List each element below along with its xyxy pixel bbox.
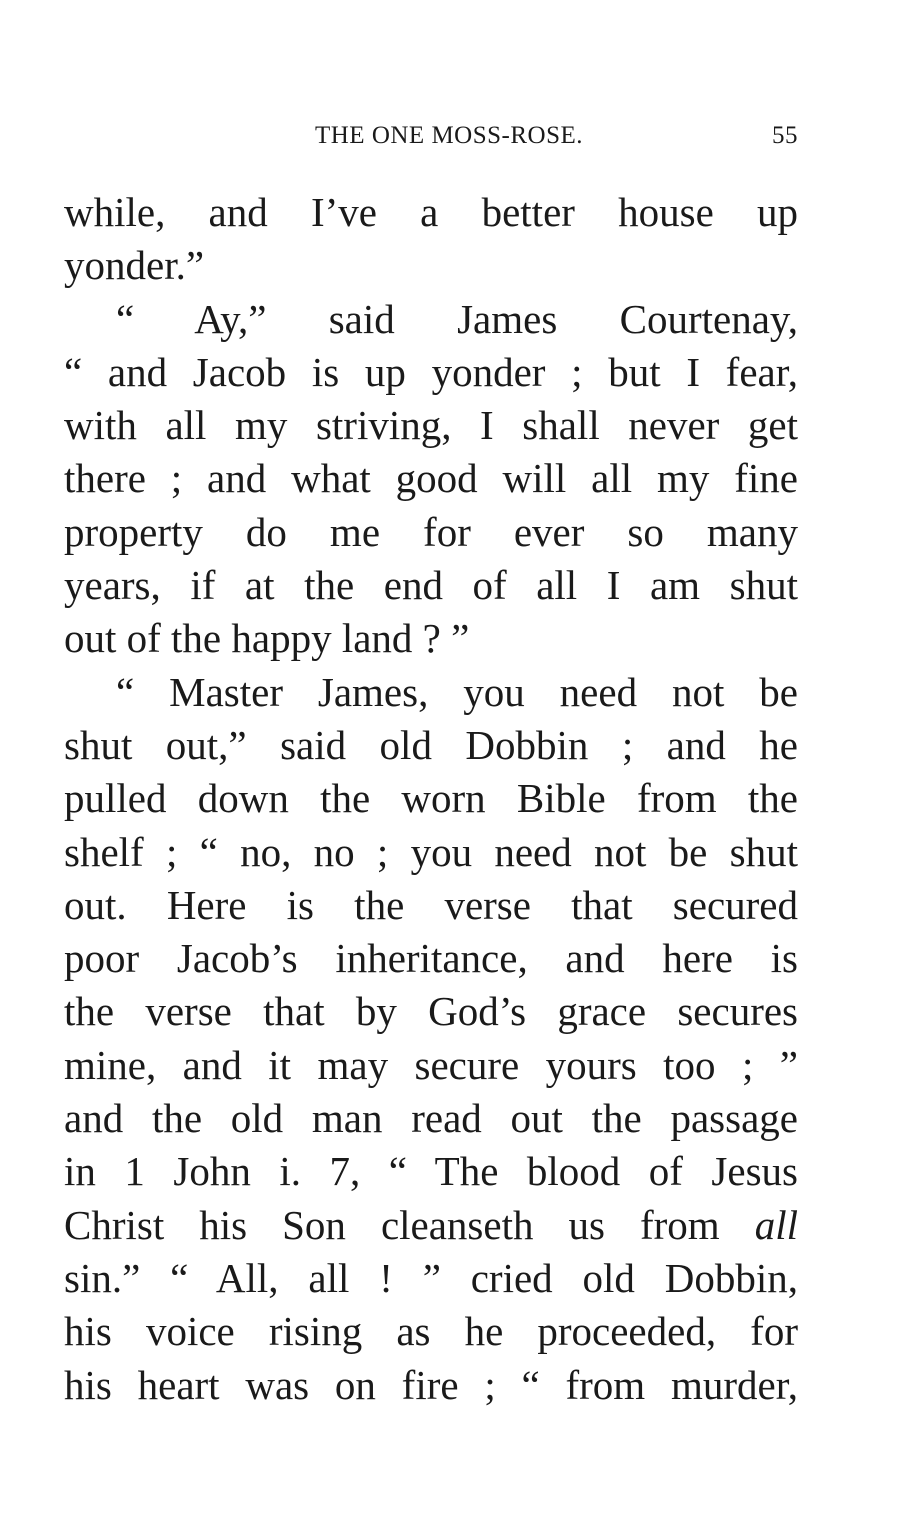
text-line — [64, 1092, 798, 1145]
text-line-content: years, if at the end of all I am shut — [64, 562, 798, 609]
text-line-content: sin.” “ All, all ! ” cried old Dobbin, — [64, 1254, 798, 1301]
text-line — [64, 1039, 798, 1092]
text-line — [64, 719, 798, 772]
italic-emphasis: all — [754, 1201, 798, 1248]
body-text — [64, 186, 798, 1412]
text-line-content: his heart was on fire ; “ from murder, — [64, 1361, 798, 1408]
text-line — [64, 239, 798, 292]
text-line-content: out. Here is the verse that secured — [64, 881, 798, 928]
text-line — [64, 452, 798, 505]
text-line-content: shut out,” said old Dobbin ; and he — [64, 721, 798, 768]
text-line — [64, 612, 798, 665]
text-line-content: out of the happy land ? ” — [64, 615, 470, 662]
text-line — [64, 985, 798, 1038]
text-line-content: there ; and what good will all my fine — [64, 455, 798, 502]
text-line — [64, 1252, 798, 1305]
text-line-content: “ and Jacob is up yonder ; but I fear, — [64, 348, 798, 395]
text-line-content: while, and I’ve a better house up — [64, 189, 798, 235]
text-line — [64, 399, 798, 452]
text-line — [64, 506, 798, 559]
text-line — [64, 186, 798, 239]
running-head — [64, 122, 798, 156]
running-title: THE ONE MOSS-ROSE. — [314, 122, 584, 149]
text-line — [64, 559, 798, 612]
text-line — [64, 1359, 798, 1412]
text-line-content: “ Ay,” said James Courtenay, — [116, 295, 798, 342]
text-line-content: his voice rising as he proceeded, for — [64, 1308, 798, 1355]
text-line-content: Christ his Son cleanseth us from — [64, 1201, 720, 1248]
text-line-content: and the old man read out the passage — [64, 1095, 798, 1142]
text-line — [64, 772, 798, 825]
text-line-content: with all my striving, I shall never get — [64, 402, 798, 449]
text-line-content: poor Jacob’s inheritance, and here is — [64, 935, 798, 982]
text-line-content: in 1 John i. 7, “ The blood of Jesus — [64, 1148, 798, 1195]
text-line-content: “ Master James, you need not be — [116, 668, 798, 715]
page-number: 55 — [772, 122, 798, 149]
text-line-content: mine, and it may secure yours too ; ” — [64, 1041, 798, 1088]
text-line — [64, 293, 798, 346]
text-line — [64, 879, 798, 932]
text-line — [64, 666, 798, 719]
text-line — [64, 826, 798, 879]
text-line — [64, 1145, 798, 1198]
text-line-content: property do me for ever so many — [64, 508, 798, 555]
text-line — [64, 932, 798, 985]
text-line-content: yonder.” — [64, 242, 205, 289]
text-line — [64, 346, 798, 399]
text-line — [64, 1199, 798, 1252]
text-line-content: pulled down the worn Bible from the — [64, 775, 798, 822]
text-line-content: the verse that by God’s grace secures — [64, 988, 798, 1035]
text-line — [64, 1305, 798, 1358]
text-line-content: shelf ; “ no, no ; you need not be shut — [64, 828, 798, 875]
